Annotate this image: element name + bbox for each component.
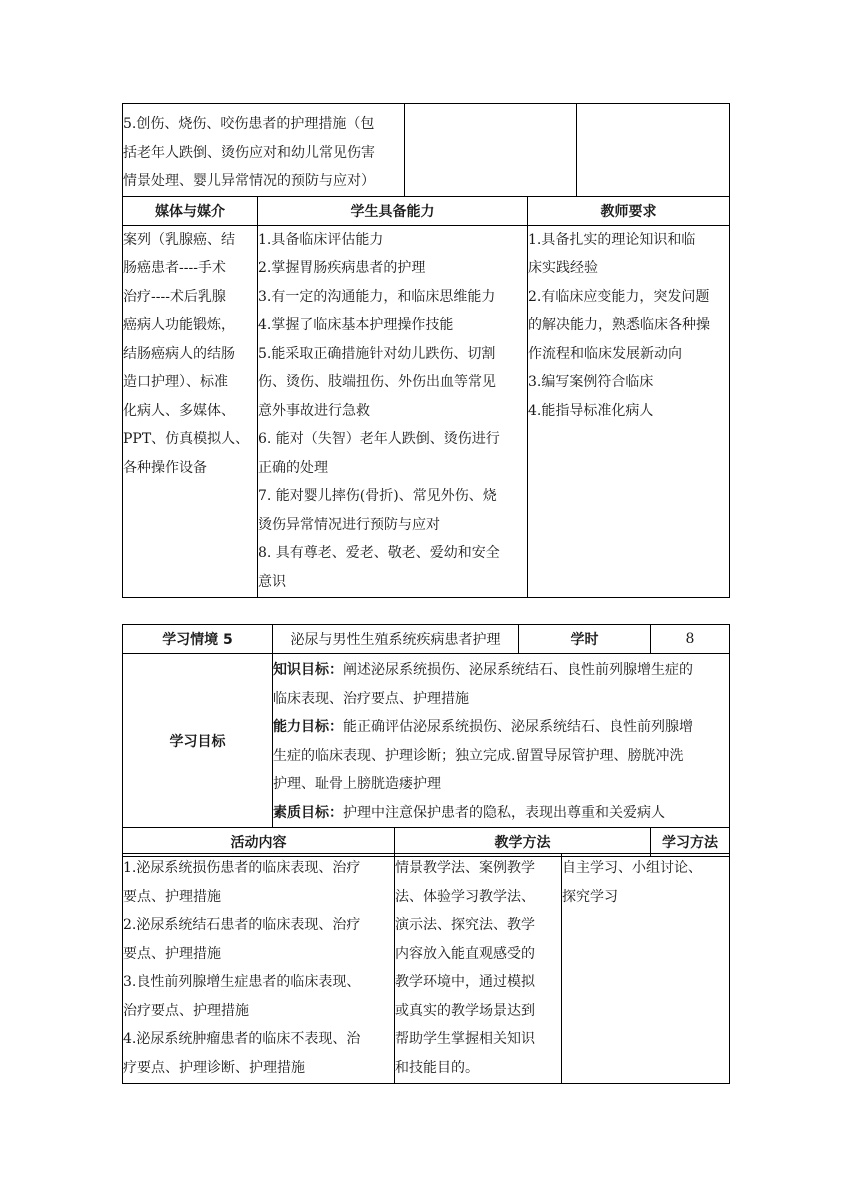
text-line: 临床表现、治疗要点、护理措施 xyxy=(273,690,469,707)
ability-objective-line xyxy=(273,713,729,742)
text-line: 床实践经验 xyxy=(528,260,598,276)
text-line: 5.能采取正确措施针对幼儿跌伤、切割 xyxy=(258,345,496,362)
knowledge-objective-label: 知识目标： xyxy=(273,662,343,678)
text-line: 治疗----术后乳腺 xyxy=(123,288,226,305)
quality-objective-line xyxy=(273,799,729,828)
objectives-label: 学习目标 xyxy=(123,654,273,828)
text-line: 1.具备临床评估能力 xyxy=(258,231,384,248)
media-cell xyxy=(123,225,258,597)
situation-title: 泌尿与男性生殖系统疾病患者护理 xyxy=(273,625,519,654)
header-activity-content: 活动内容 xyxy=(123,828,395,857)
text-line: 3.编写案例符合临床 xyxy=(528,374,654,390)
text-line: 内容放入能直观感受的 xyxy=(395,945,535,962)
empty-cell xyxy=(405,104,577,197)
text-line: 3.有一定的沟通能力，和临床思维能力 xyxy=(258,288,496,305)
header-student-ability: 学生具备能力 xyxy=(258,196,528,225)
text-line: 化病人、多媒体、 xyxy=(123,402,235,419)
hours-value: 8 xyxy=(651,625,730,654)
text-line: 帮助学生掌握相关知识 xyxy=(395,1031,535,1047)
text-line: 自主学习、小组讨论、 xyxy=(562,860,702,876)
activity-content-cell xyxy=(123,854,395,1084)
text-line: 2.有临床应变能力，突发问题 xyxy=(528,288,710,305)
text-line: 探究学习 xyxy=(562,888,618,905)
text-line: 3.良性前列腺增生症患者的临床表现、 xyxy=(123,974,361,990)
text-line: 2.掌握胃肠疾病患者的护理 xyxy=(258,260,426,276)
text-line: 要点、护理措施 xyxy=(123,888,221,905)
text-line: 法、体验学习教学法、 xyxy=(395,888,535,905)
teacher-requirement-cell xyxy=(528,225,730,597)
text-line: 结肠癌病人的结肠 xyxy=(123,345,235,362)
text-line: 各种操作设备 xyxy=(123,459,207,476)
text-line: 能正确评估泌尿系统损伤、泌尿系统结石、良性前列腺增 xyxy=(343,719,693,735)
text-line: 意识 xyxy=(258,573,286,590)
text-line: 的解决能力，熟悉临床各种操 xyxy=(528,317,710,333)
text-line: 护理、耻骨上膀胱造瘘护理 xyxy=(273,776,441,792)
text-line: 烫伤异常情况进行预防与应对 xyxy=(258,516,440,533)
objectives-cell xyxy=(273,654,730,828)
text-line: 4.掌握了临床基本护理操作技能 xyxy=(258,317,454,333)
header-teaching-method: 教学方法 xyxy=(395,828,651,857)
teaching-method-cell xyxy=(395,854,562,1084)
text-line: PPT、仿真模拟人、 xyxy=(123,431,250,447)
header-learning-method: 学习方法 xyxy=(651,828,730,857)
hours-label: 学时 xyxy=(519,625,651,654)
text-line: 括老年人跌倒、烫伤应对和幼儿常见伤害 xyxy=(123,144,375,161)
text-line: 5.创伤、烧伤、咬伤患者的护理措施（包 xyxy=(123,116,375,132)
header-media: 媒体与媒介 xyxy=(123,196,258,225)
text-line: 4.泌尿系统肿瘤患者的临床不表现、治 xyxy=(123,1031,361,1047)
activity-cell-5 xyxy=(123,104,405,197)
text-line: 或真实的教学场景达到 xyxy=(395,1002,535,1019)
quality-objective-label: 素质目标： xyxy=(273,804,343,821)
text-line: 生症的临床表现、护理诊断；独立完成.留置导尿管护理、膀胱冲洗 xyxy=(273,747,684,764)
text-line: 护理中注意保护患者的隐私，表现出尊重和关爱病人 xyxy=(343,804,665,821)
text-line: 伤、烫伤、肢端扭伤、外伤出血等常见 xyxy=(258,374,496,390)
text-line: 7. 能对婴儿摔伤(骨折)、常见外伤、烧 xyxy=(258,488,497,504)
text-line: 8. 具有尊老、爱老、敬老、爱幼和安全 xyxy=(258,545,500,561)
text-line: 教学环境中，通过模拟 xyxy=(395,974,535,990)
text-line: 阐述泌尿系统损伤、泌尿系统结石、良性前列腺增生症的 xyxy=(343,662,693,678)
text-line: 4.能指导标准化病人 xyxy=(528,402,654,419)
text-line: 癌病人功能锻炼， xyxy=(123,317,235,333)
text-line: 疗要点、护理诊断、护理措施 xyxy=(123,1059,305,1076)
text-line: 演示法、探究法、教学 xyxy=(395,917,535,933)
course-table-continued xyxy=(122,103,730,598)
learning-method-cell xyxy=(562,854,730,1084)
text-line: 正确的处理 xyxy=(258,459,328,476)
situation-label: 学习情境 5 xyxy=(123,625,273,654)
text-line: 要点、护理措施 xyxy=(123,945,221,962)
empty-cell xyxy=(577,104,730,197)
text-line: 案列（乳腺癌、结 xyxy=(123,231,235,248)
text-line: 2.泌尿系统结石患者的临床表现、治疗 xyxy=(123,917,361,933)
text-line: 1.泌尿系统损伤患者的临床表现、治疗 xyxy=(123,860,361,876)
ability-objective-label: 能力目标： xyxy=(273,719,343,735)
student-ability-cell xyxy=(258,225,528,597)
text-line: 造口护理）、标准 xyxy=(123,374,228,390)
text-line: 1.具备扎实的理论知识和临 xyxy=(528,231,696,248)
header-teacher-requirement: 教师要求 xyxy=(528,196,730,225)
text-line: 治疗要点、护理措施 xyxy=(123,1002,249,1019)
learning-situation-table xyxy=(122,624,730,857)
text-line: 作流程和临床发展新动向 xyxy=(528,345,682,362)
activity-table xyxy=(122,853,730,1084)
text-line: 肠癌患者----手术 xyxy=(123,260,226,276)
knowledge-objective-line xyxy=(273,656,729,685)
text-line: 和技能目的。 xyxy=(395,1059,479,1076)
text-line: 情景处理、婴儿异常情况的预防与应对） xyxy=(123,173,375,189)
text-line: 6. 能对（失智）老年人跌倒、烫伤进行 xyxy=(258,431,500,447)
text-line: 情景教学法、案例教学 xyxy=(395,860,535,876)
text-line: 意外事故进行急救 xyxy=(258,402,370,419)
